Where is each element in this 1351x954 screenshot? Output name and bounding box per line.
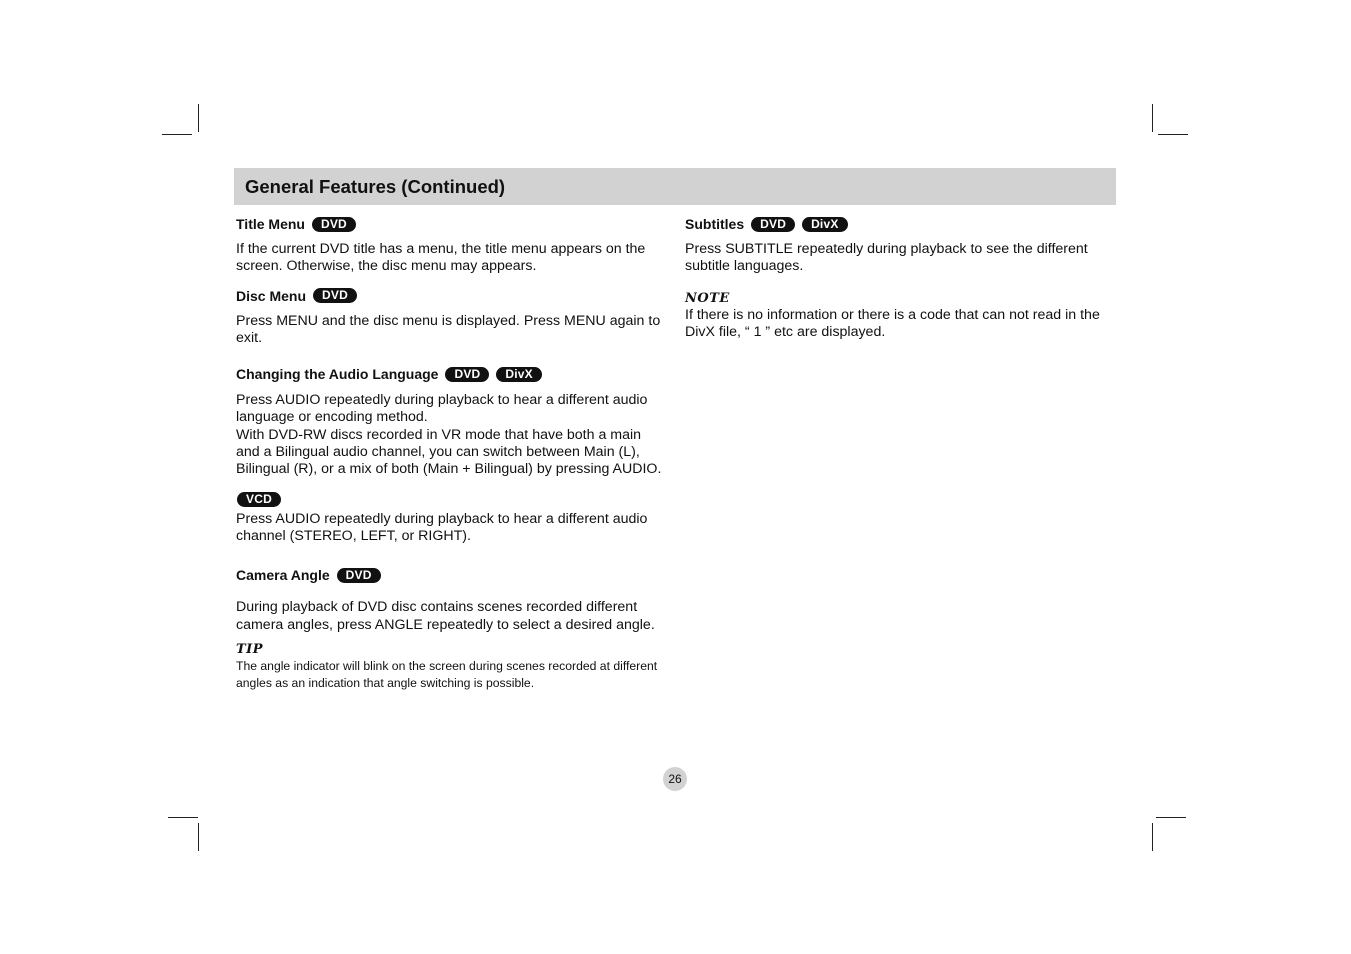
subtitles-heading: Subtitles [685, 216, 745, 232]
title-menu-heading: Title Menu [236, 216, 305, 232]
disc-menu-heading: Disc Menu [236, 287, 307, 304]
note-text: If there is no information or there is a code that can not read in the DivX file, “ 1 ” etc are displayed. [685, 306, 1100, 340]
disc-menu-text: Press MENU and the disc menu is displayed. Press MENU again to exit. [236, 312, 661, 346]
dvd-badge: DVD [312, 217, 356, 232]
crop-mark-bottom-right-vertical [1152, 823, 1153, 851]
crop-mark-top-left-horizontal [162, 134, 192, 135]
left-column [236, 214, 668, 692]
audio-language-dvdrw-text: With DVD-RW discs recorded in VR mode that have both a main and a Bilingual audio channel, you can switch between Main (L), Bilingual (R), or a mix of both (Main + Bilingual) by pressing AUDIO. [236, 426, 662, 478]
camera-angle-section [236, 565, 668, 692]
crop-mark-top-right-horizontal [1158, 134, 1188, 135]
right-column [685, 214, 1117, 341]
note-label: NOTE [685, 290, 730, 306]
camera-angle-text: During playback of DVD disc contains scenes recorded different camera angles, press ANGLE repeatedly to select a desired angle. [236, 599, 655, 633]
audio-language-text: Press AUDIO repeatedly during playback to hear a different audio language or encoding method. [236, 392, 648, 426]
dvd-badge: DVD [337, 568, 381, 583]
section-header-bar [234, 168, 1116, 205]
subtitles-section [685, 214, 1117, 341]
camera-angle-heading: Camera Angle [236, 567, 330, 584]
dvd-badge: DVD [445, 367, 489, 382]
dvd-badge: DVD [751, 217, 795, 232]
disc-menu-section [236, 286, 668, 348]
crop-mark-bottom-left-vertical [198, 823, 199, 851]
audio-language-section [236, 364, 668, 545]
title-menu-section [236, 214, 668, 276]
tip-label: TIP [236, 641, 264, 657]
subtitles-text: Press SUBTITLE repeatedly during playback to see the different subtitle languages. [685, 241, 1088, 275]
audio-language-vcd-text: Press AUDIO repeatedly during playback to hear a different audio channel (STEREO, LEFT, or RIGHT). [236, 510, 648, 544]
divx-badge: DivX [496, 367, 541, 382]
crop-mark-top-left-vertical [198, 104, 199, 132]
crop-mark-bottom-right-horizontal [1156, 817, 1186, 818]
title-menu-text: If the current DVD title has a menu, the title menu appears on the screen. Otherwise, the disc menu may appears. [236, 241, 646, 275]
crop-mark-top-right-vertical [1152, 104, 1153, 132]
dvd-badge: DVD [313, 288, 357, 303]
crop-mark-bottom-left-horizontal [168, 817, 198, 818]
page-title: General Features (Continued) [245, 175, 506, 197]
tip-text: The angle indicator will blink on the screen during scenes recorded at different angles as an indication that angle switching is possible. [236, 658, 658, 690]
vcd-badge: VCD [237, 492, 281, 507]
divx-badge: DivX [802, 217, 847, 232]
audio-language-heading: Changing the Audio Language [236, 366, 439, 383]
page-number: 26 [663, 767, 687, 791]
